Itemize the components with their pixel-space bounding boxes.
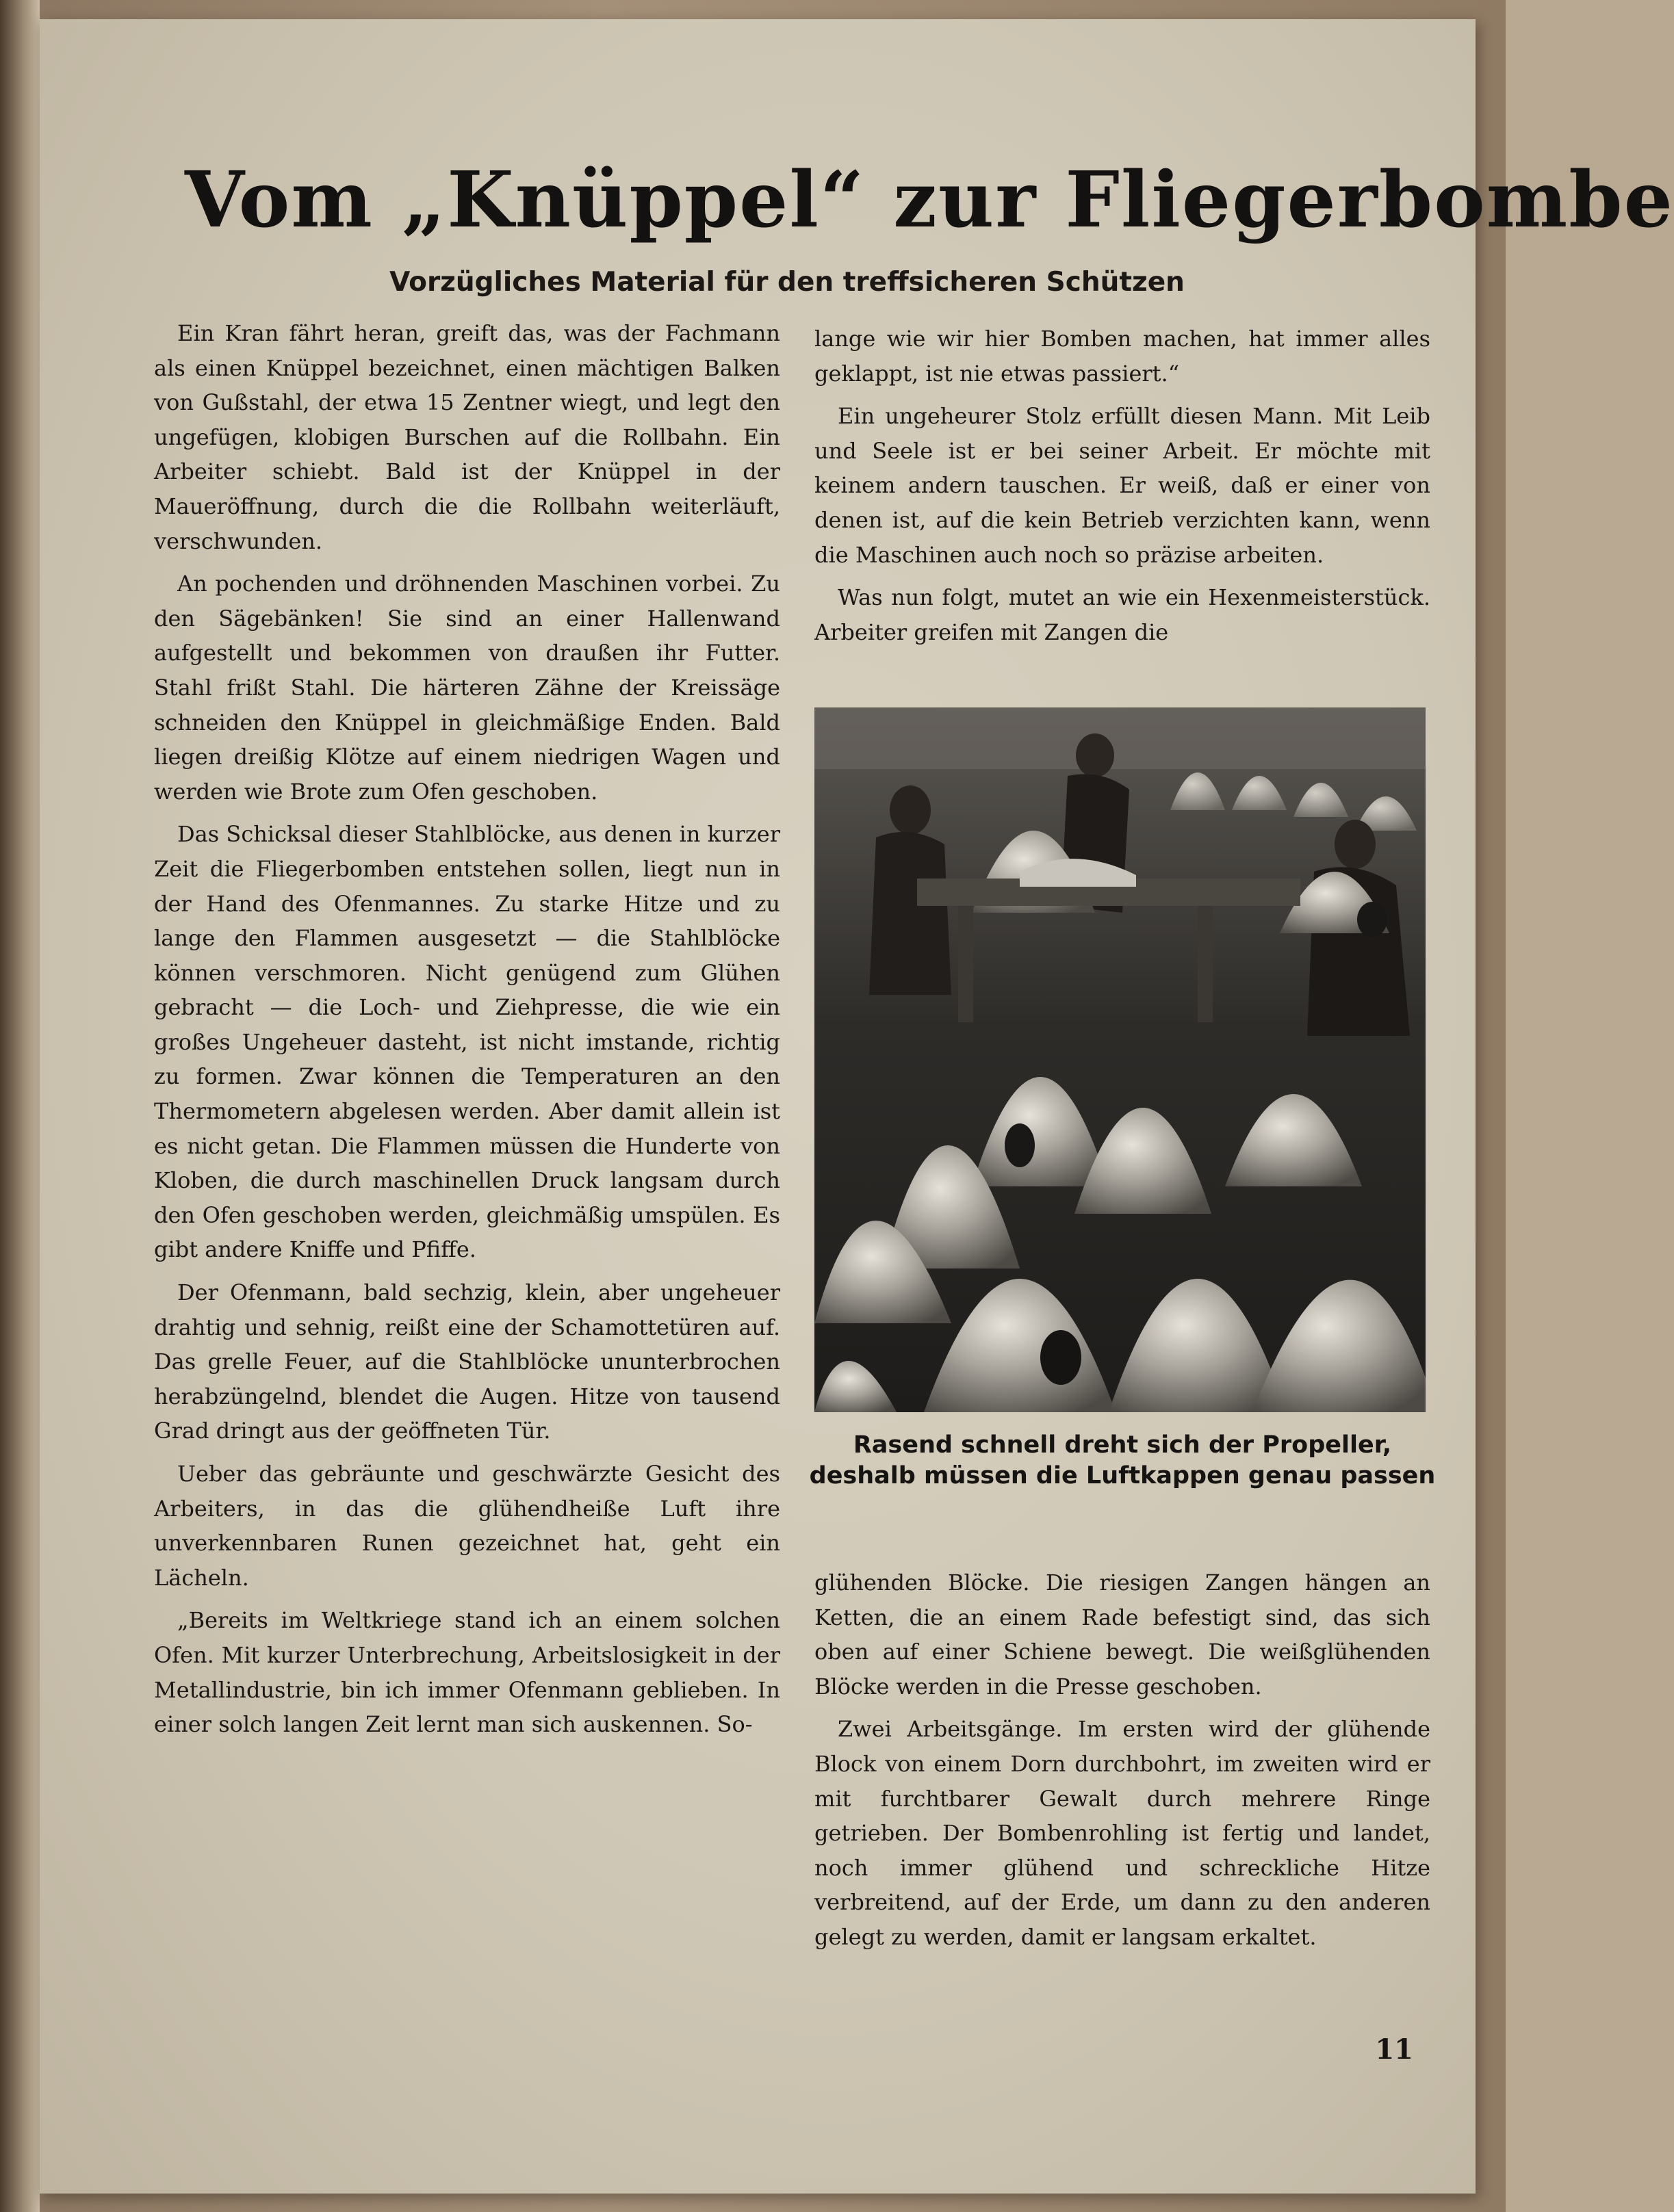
article-subheadline: Vorzügliches Material für den treffsicheren Schützen bbox=[389, 267, 1185, 298]
right-column-bottom bbox=[814, 1565, 1430, 1963]
paragraph: Ein ungeheurer Stolz erfüllt diesen Mann. Mit Leib und Seele ist er bei seiner Arbeit. Er möchte mit keinem andern tauschen. Er weiß, daß er einer von denen ist, auf die kein Betrieb verzichten kann, wenn die Maschinen auch noch so präzise arbeiten. bbox=[814, 403, 1430, 568]
article-headline: Vom „Knüppel“ zur Fliegerbombe bbox=[185, 155, 1674, 245]
photo-caption: Rasend schnell dreht sich der Propeller, deshalb müssen die Luftkappen genau passen bbox=[809, 1431, 1436, 1489]
left-column bbox=[154, 316, 780, 1750]
paragraph: Zwei Arbeitsgänge. Im ersten wird der glühende Block von einem Dorn durchbohrt, im zweiten wird er mit furchtbarer Gewalt durch mehrere Ringe getrieben. Der Bombenrohling ist fertig und landet, noch immer glühend und schreckliche Hitze verbreitend, auf der Erde, um dann zu den anderen gelegt zu werden, damit er langsam erkaltet. bbox=[814, 1716, 1430, 1950]
paragraph: Was nun folgt, mutet an wie ein Hexenmeisterstück. Arbeiter greifen mit Zangen die bbox=[814, 584, 1430, 645]
paragraph: glühenden Blöcke. Die riesigen Zangen hängen an Ketten, die an einem Rade befestigt sind, das sich oben auf einer Schiene bewegt. Die weißglühenden Blöcke werden in die Presse geschoben. bbox=[814, 1570, 1430, 1700]
paragraph: Ueber das gebräunte und geschwärzte Gesicht des Arbeiters, in das die glühendheiße Luft ihre unverkennbaren Runen gezeichnet hat, geht ein Lächeln. bbox=[154, 1461, 780, 1591]
paragraph: An pochenden und dröhnenden Maschinen vorbei. Zu den Sägebänken! Sie sind an einer Hallenwand aufgestellt und bekommen von draußen ihr Futter. Stahl frißt Stahl. Die härteren Zähne der Kreissäge schneiden den Knüppel in gleichmäßige Enden. Bald liegen dreißig Klötze auf einem niedrigen Wagen und werden wie Brote zum Ofen geschoben. bbox=[154, 571, 780, 805]
booklet-spine bbox=[0, 0, 40, 2212]
paragraph: Das Schicksal dieser Stahlblöcke, aus denen in kurzer Zeit die Fliegerbomben entstehen sollen, liegt nun in der Hand des Ofenmannes. Zu starke Hitze und zu lange den Flammen ausgesetzt — die Stahlblöcke können verschmoren. Nicht genügend zum Glühen gebracht — die Loch- und Ziehpresse, die wie ein großes Ungeheuer dasteht, ist nicht imstande, richtig zu formen. Zwar können die Temperaturen an den Thermometern abgelesen werden. Aber damit allein ist es nicht getan. Die Flammen müssen die Hunderte von Kloben, die durch maschinellen Druck langsam durch den Ofen geschoben werden, gleichmäßig umspülen. Es gibt andere Kniffe und Pfiffe. bbox=[154, 821, 780, 1263]
factory-photo bbox=[814, 707, 1426, 1412]
paragraph: Ein Kran fährt heran, greift das, was der Fachmann als einen Knüppel bezeichnet, einen mächtigen Balken von Gußstahl, der etwa 15 Zentner wiegt, und legt den ungefügen, klobigen Burschen auf die Rollbahn. Ein Arbeiter schiebt. Bald ist der Knüppel in der Maueröffnung, durch die die Rollbahn weiterläuft, verschwunden. bbox=[154, 320, 780, 554]
paragraph: „Bereits im Weltkriege stand ich an einem solchen Ofen. Mit kurzer Unterbrechung, Arbeitslosigkeit in der Metallindustrie, bin ich immer Ofenmann geblieben. In einer solch langen Zeit lernt man sich auskennen. So- bbox=[154, 1607, 780, 1738]
paragraph: Der Ofenmann, bald sechzig, klein, aber ungeheuer drahtig und sehnig, reißt eine der Schamottetüren auf. Das grelle Feuer, auf die Stahlblöcke ununterbrochen herabzüngelnd, blendet die Augen. Hitze von tausend Grad dringt aus der geöffneten Tür. bbox=[154, 1279, 780, 1444]
right-column-top bbox=[814, 322, 1430, 658]
page-number: 11 bbox=[1375, 2033, 1413, 2066]
bomb-nose-cones-image bbox=[814, 707, 1426, 1412]
paragraph: lange wie wir hier Bomben machen, hat immer alles geklappt, ist nie etwas passiert.“ bbox=[814, 326, 1430, 387]
